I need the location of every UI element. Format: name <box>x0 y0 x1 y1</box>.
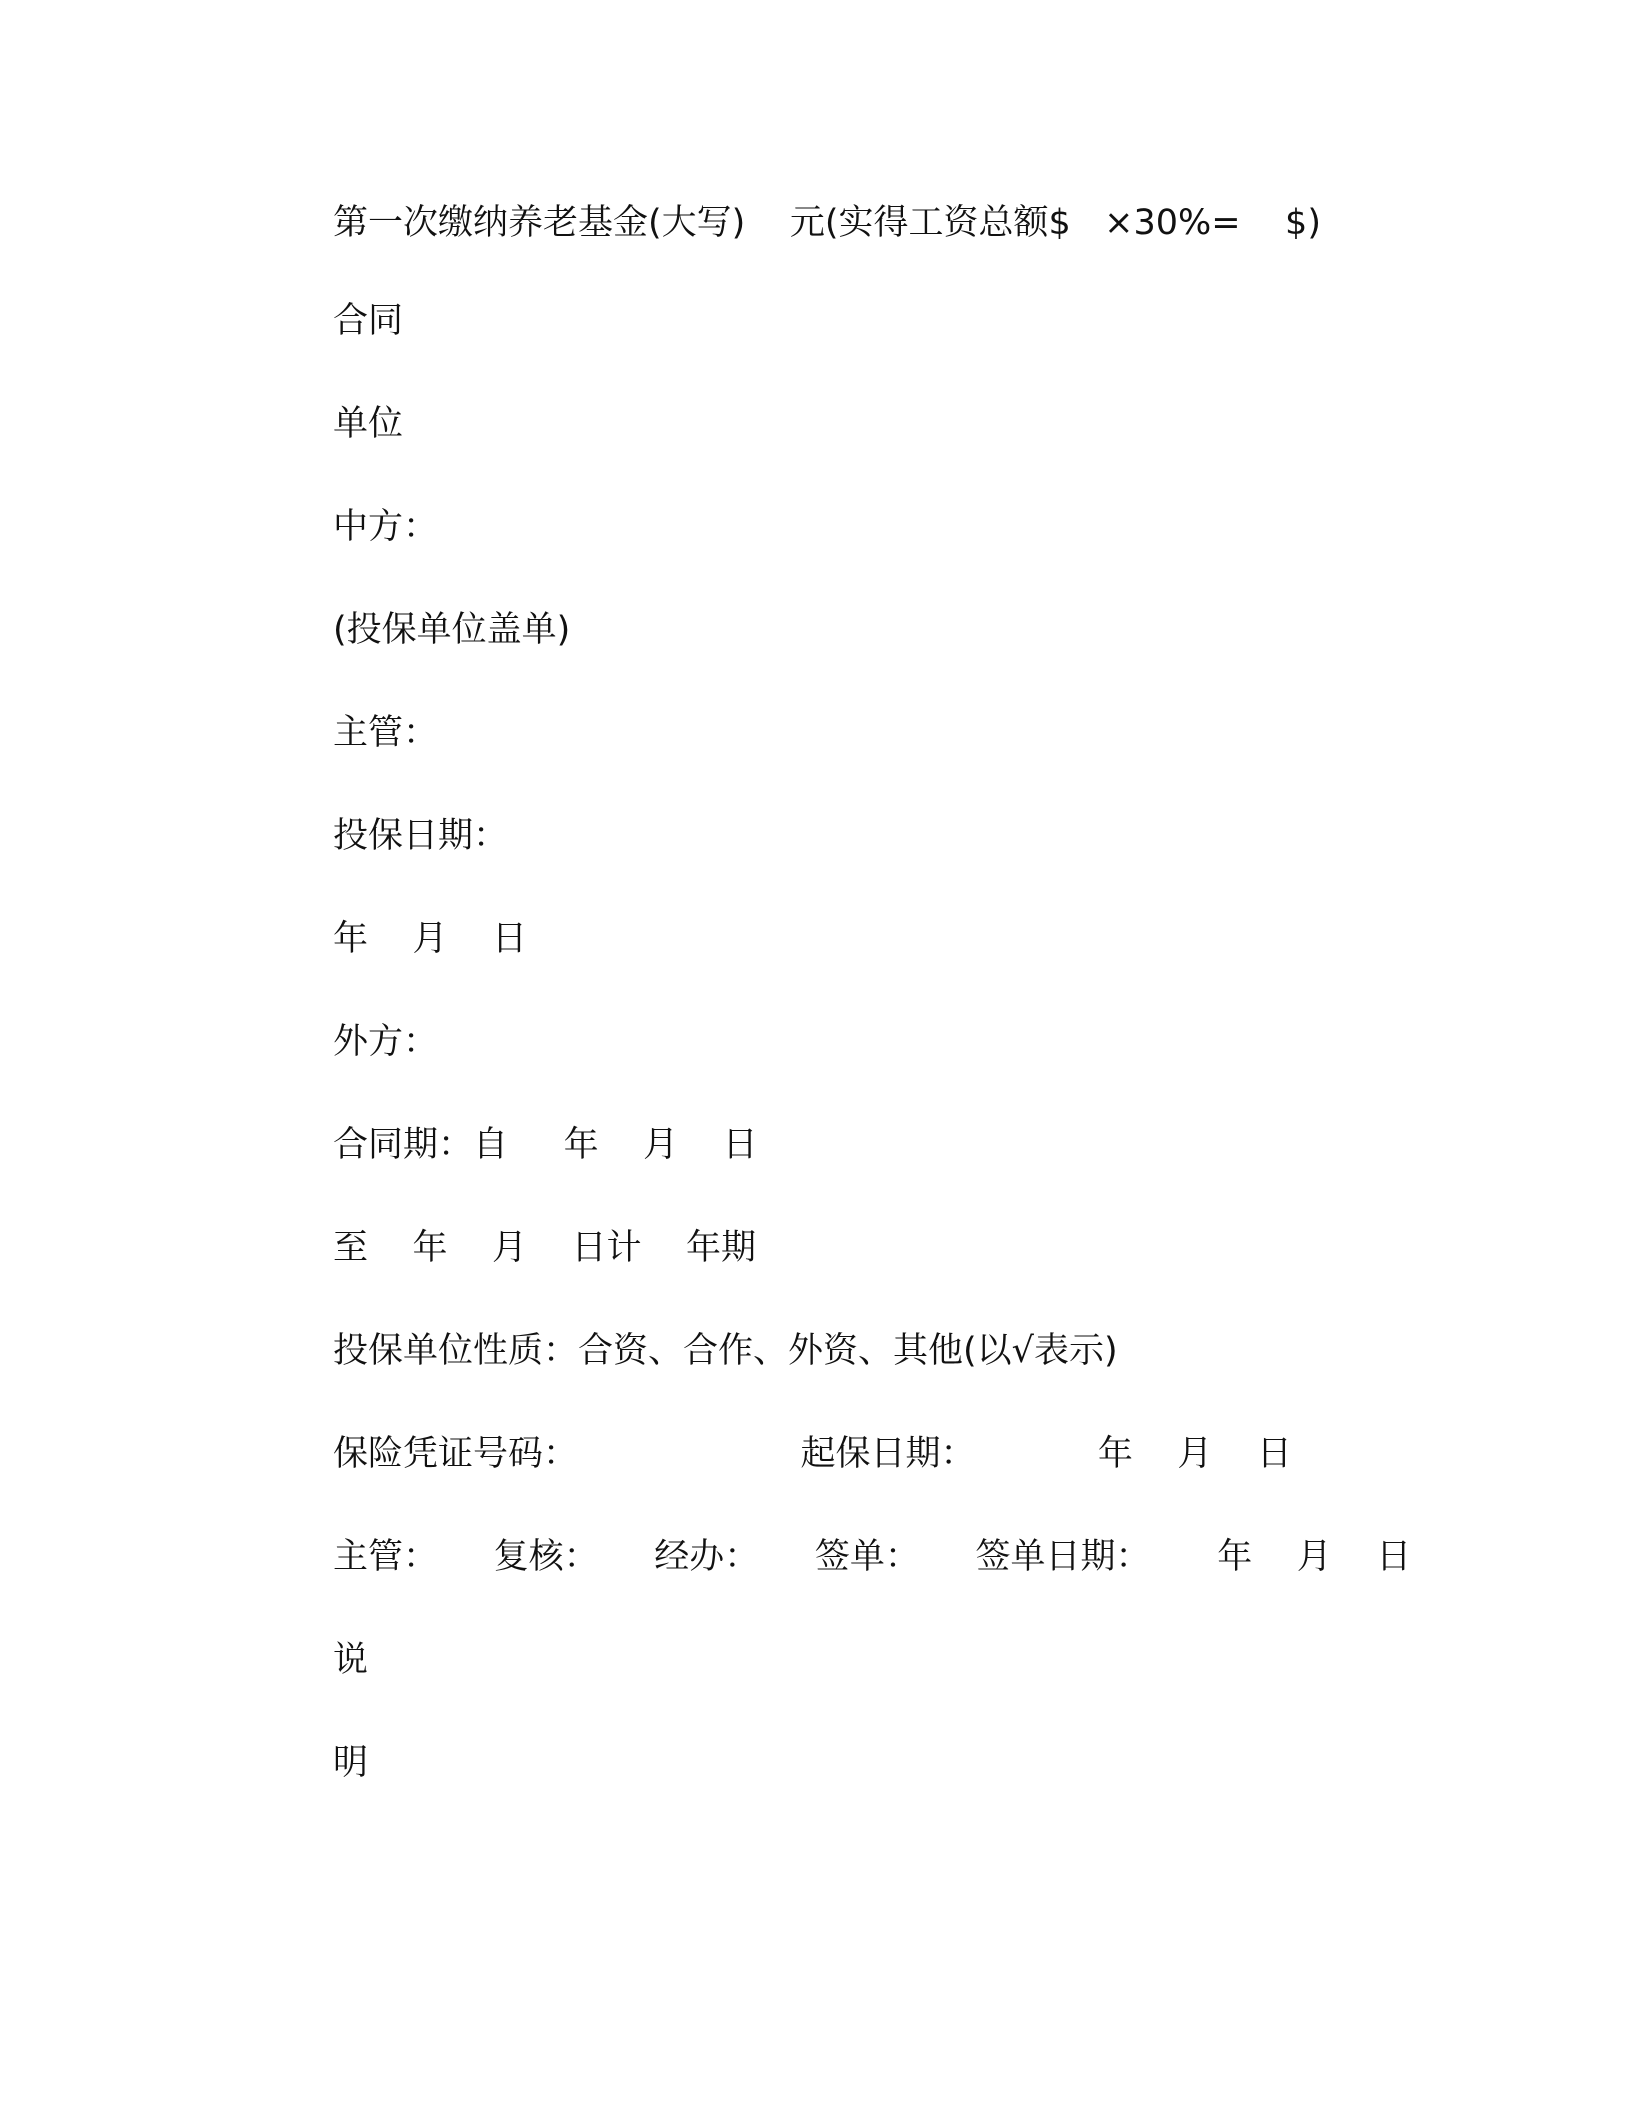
contract-period-start: 合同期：自 年 月 日 <box>333 1125 758 1165</box>
chinese-party-label: 中方： <box>333 507 439 547</box>
unit-nature-line: 投保单位性质：合资、合作、外资、其他(以√表示) <box>333 1331 1118 1371</box>
unit-label: 单位 <box>333 404 404 444</box>
contract-period-end: 至 年 月 日计 年期 <box>333 1228 757 1268</box>
pension-fund-line: 第一次缴纳养老基金(大写) 元(实得工资总额$ ×30%= $) <box>333 203 1321 243</box>
insured-date-label: 投保日期： <box>333 816 509 856</box>
supervisor-label: 主管： <box>333 713 439 753</box>
insured-date-fields: 年 月 日 <box>333 919 528 959</box>
contract-label: 合同 <box>333 301 404 341</box>
explanation-char-1: 说 <box>333 1640 369 1680</box>
seal-note: (投保单位盖单) <box>333 610 571 650</box>
foreign-party-label: 外方： <box>333 1022 439 1062</box>
approval-signatures-line: 主管： 复核： 经办： 签单： 签单日期： 年 月 日 <box>333 1537 1412 1577</box>
certificate-number-line: 保险凭证号码： 起保日期： 年 月 日 <box>333 1434 1292 1474</box>
explanation-char-2: 明 <box>333 1743 369 1783</box>
